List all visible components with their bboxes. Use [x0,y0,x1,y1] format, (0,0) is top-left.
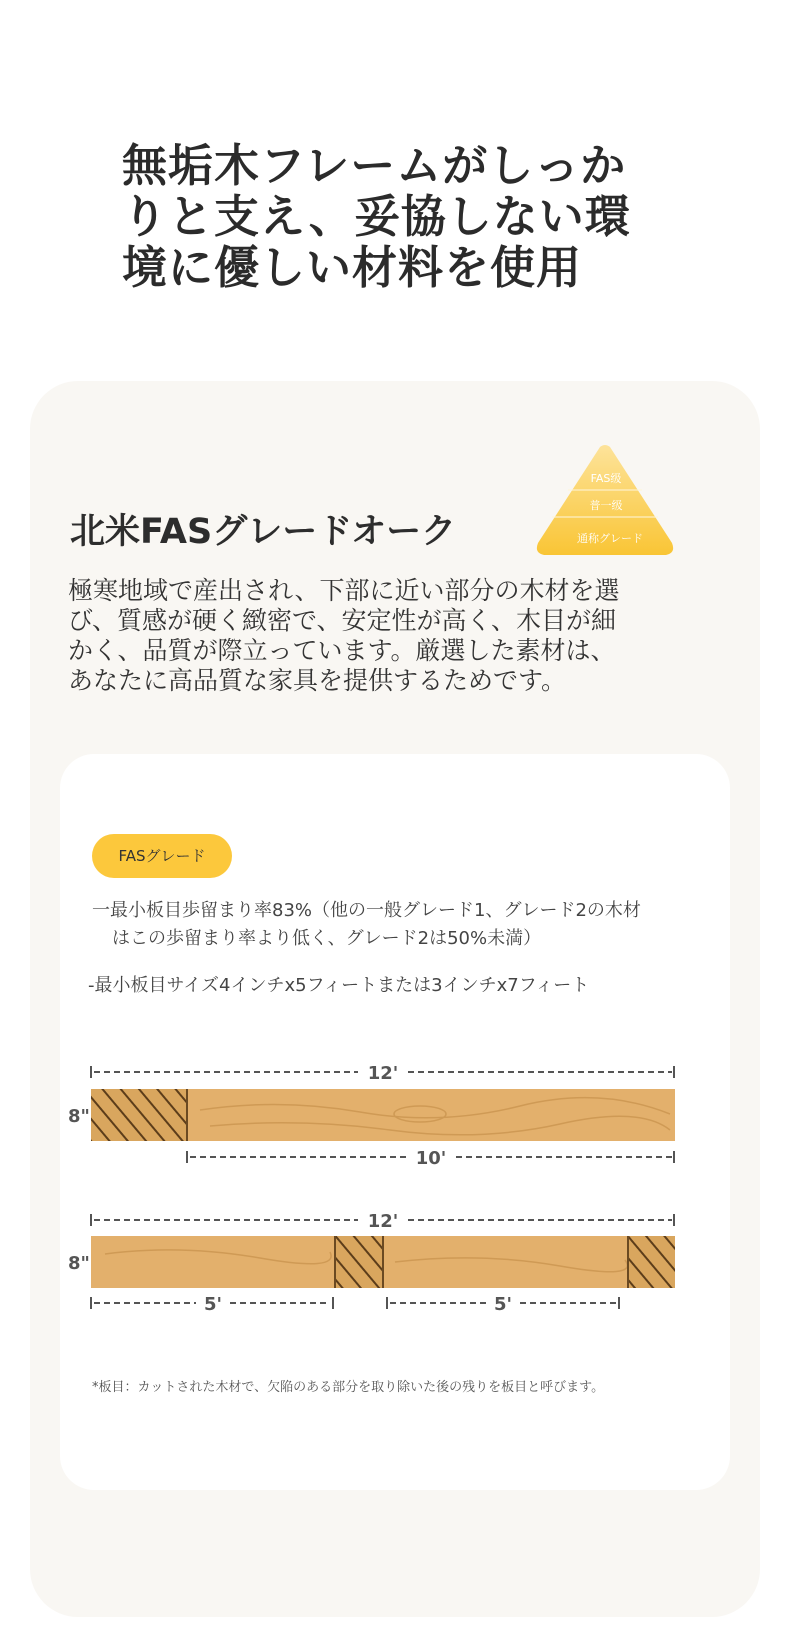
section-title: 北米FASグレードオーク [70,512,457,552]
board-size-note: -最小板目サイズ4インチx5フィートまたは3インチx7フィート [88,975,590,996]
pyramid-level-bottom: 通称グレード [577,532,643,545]
board-1-clear-length: 10' [415,1148,447,1169]
yield-rate-line: 一最小板目歩留まり率83%（他の一般グレード1、グレード2の木材 [92,900,641,921]
hero-title-line: りと支え、妥協しない環 [122,190,631,243]
hero-title-line: 無垢木フレームがしっか [122,139,627,192]
description-line: あなたに高品質な家具を提供するためです。 [68,666,567,695]
yield-rate-line: はこの歩留まり率より低く、グレード2は50%未満） [112,928,542,949]
board-2-clear-section-left [91,1236,335,1288]
board-1-width: 8" [68,1106,90,1127]
board-2-defect-right [628,1236,675,1288]
board-2-width: 8" [68,1253,90,1274]
board-1-defect [91,1089,187,1141]
fas-grade-badge: FASグレード [92,834,232,878]
description-line: かく、品質が際立っています。厳選した素材は、 [68,636,616,665]
board-2 [68,1211,675,1315]
grade-pyramid-icon [534,445,676,563]
description-line: 極寒地域で産出され、下部に近い部分の木材を選 [68,576,620,605]
hero-title-line: 境に優しい材料を使用 [122,241,583,294]
board-diagram [60,1040,730,1320]
yield-rate-note [92,897,702,953]
hero-title [122,140,662,293]
board-2-clear-section-right [383,1236,628,1288]
board-2-defect-middle [335,1236,383,1288]
board-2-total-length: 12' [367,1211,399,1232]
footnote: *板目：カットされた木材で、欠陥のある部分を取り除いた後の残りを板目と呼びます。 [92,1380,605,1395]
board-2-right-segment: 5' [493,1294,513,1315]
board-2-left-segment: 5' [203,1294,223,1315]
description-line: び、質感が硬く緻密で、安定性が高く、木目が細 [68,606,617,635]
pyramid-level-top: FAS级 [590,472,622,485]
board-1-total-length: 12' [367,1063,399,1084]
pyramid-level-middle: 普一级 [589,499,623,512]
section-description [68,576,708,696]
board-1 [68,1063,675,1169]
